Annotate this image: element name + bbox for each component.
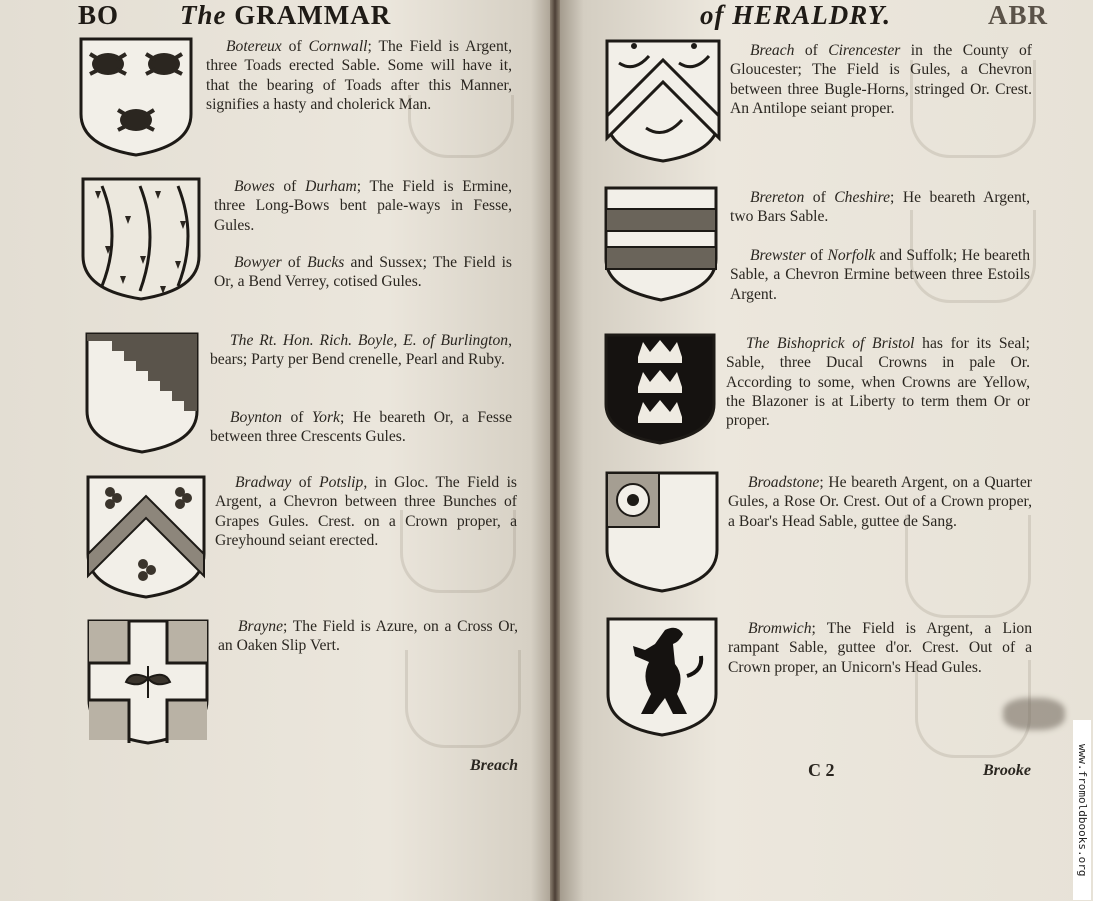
right-catch-letters: ABR (988, 0, 1049, 30)
site-watermark: www.fromoldbooks.org (1073, 720, 1091, 900)
entry-name: Brewster (750, 247, 806, 264)
entry-text: has for its Seal; Sable, three Ducal Crowns in pale Or. According to some, when Crowns are Yellow, the Blazoner is at Liberty to term them Or or proper. (726, 335, 1030, 430)
entry-place: Cirencester (828, 42, 901, 59)
entry-broadstone (728, 473, 1032, 531)
shield-bend-crenelle (84, 331, 200, 455)
entry-text: ; He beareth Argent, on a Quarter Gules, a Rose Or. Crest. Out of a Crown proper, a Boar's Head Sable, guttee de Sang. (728, 474, 1032, 530)
entry-name: Brereton (750, 189, 805, 206)
entry-of: of (274, 178, 306, 195)
shield-cross-oaken-slip (86, 618, 210, 746)
right-running-title (700, 0, 891, 31)
shield-three-bows-ermine (80, 176, 202, 302)
entry-bristol (726, 334, 1030, 430)
entry-brewster (730, 246, 1030, 304)
entry-place: Cheshire (834, 189, 891, 206)
entry-name: Bromwich (748, 620, 812, 637)
entry-bowyer (214, 253, 512, 292)
entry-text: in the County of Gloucester; The Field is Gules, a Chevron between three Bugle-Horns, stringed Or. Crest. An Antilope seiant proper. (730, 42, 1032, 117)
entry-of: of (291, 474, 320, 491)
entry-name: Brayne (238, 618, 284, 635)
right-catchword: Brooke (983, 762, 1031, 779)
entry-of: of (804, 189, 835, 206)
entry-boynton (210, 408, 512, 447)
shield-quarter-rose (604, 470, 720, 594)
left-running-grammar: GRAMMAR (234, 0, 392, 30)
right-running-heraldry: HERALDRY. (732, 0, 892, 30)
entry-place: Norfolk (827, 247, 876, 264)
left-running-title (180, 0, 391, 31)
entry-name: Breach (750, 42, 795, 59)
entry-place: York (311, 409, 340, 426)
entry-name: Bowyer (234, 254, 282, 271)
entry-boyle (210, 331, 512, 370)
shield-chevron-grapes (85, 474, 207, 600)
entry-place: Cornwall (308, 38, 368, 55)
right-signature-mark: C 2 (808, 760, 835, 780)
left-catch-letters: BO (78, 0, 120, 30)
entry-of: of (281, 38, 309, 55)
entry-brayne (218, 617, 518, 656)
entry-bromwich (728, 619, 1032, 677)
entry-bradway (215, 473, 517, 550)
entry-text: ; The Field is Azure, on a Cross Or, an Oaken Slip Vert. (218, 618, 518, 655)
book-gutter (550, 0, 560, 901)
shield-chevron-bugle-horns (604, 38, 722, 164)
right-running-of: of (700, 0, 725, 30)
paper-stain (1003, 698, 1065, 730)
entry-place: Bucks (307, 254, 345, 271)
entry-text: ; The Field is Argent, three Toads erected Sable. Some will have it, that the bearing of Toads after this Manner, signifies a hasty and cholerick Man. (206, 38, 512, 113)
entry-botereux (206, 37, 512, 114)
entry-name: Bradway (235, 474, 292, 491)
shield-two-bars (603, 185, 719, 303)
entry-name: Boynton (230, 409, 282, 426)
entry-of: of (281, 254, 308, 271)
entry-text: and Suffolk; He beareth Sable, a Chevron Ermine between three Estoils Argent. (730, 247, 1030, 303)
entry-text: ; The Field is Ermine, three Long-Bows bent pale-ways in Fesse, Gules. (214, 178, 512, 234)
entry-name: Bowes (234, 178, 275, 195)
entry-place: Potslip (319, 474, 364, 491)
entry-text: ; He beareth Argent, two Bars Sable. (730, 189, 1030, 226)
entry-text: and Sussex; The Field is Or, a Bend Verrey, cotised Gules. (214, 254, 512, 291)
shield-three-toads (78, 36, 194, 158)
show-through-shield (405, 650, 521, 748)
entry-text: ; The Field is Argent, a Lion rampant Sable, guttee d'or. Crest. Out of a Crown proper, an Unicorn's Head Gules. (728, 620, 1032, 676)
left-catchword: Breach (470, 757, 518, 774)
entry-text: , in Gloc. The Field is Argent, a Chevron between three Bunches of Grapes Gules. Crest. on a Crown proper, a Greyhound seiant erected. (215, 474, 517, 549)
entry-of: of (794, 42, 829, 59)
entry-bowes (214, 177, 512, 235)
shield-three-ducal-crowns (603, 332, 717, 446)
entry-text: , bears; Party per Bend crenelle, Pearl and Ruby. (210, 332, 512, 369)
entry-name: The Rt. Hon. Rich. Boyle, E. of Burlington (230, 332, 509, 349)
left-running-the: The (180, 0, 227, 30)
shield-lion-rampant (605, 616, 719, 738)
entry-breach (730, 41, 1032, 118)
entry-place: Durham (305, 178, 357, 195)
entry-name: The Bishoprick of Bristol (746, 335, 915, 352)
entry-of: of (281, 409, 312, 426)
entry-brereton (730, 188, 1030, 227)
entry-text: ; He beareth Or, a Fesse between three Crescents Gules. (210, 409, 512, 446)
entry-name: Broadstone (748, 474, 820, 491)
entry-of: of (805, 247, 828, 264)
entry-name: Botereux (226, 38, 282, 55)
